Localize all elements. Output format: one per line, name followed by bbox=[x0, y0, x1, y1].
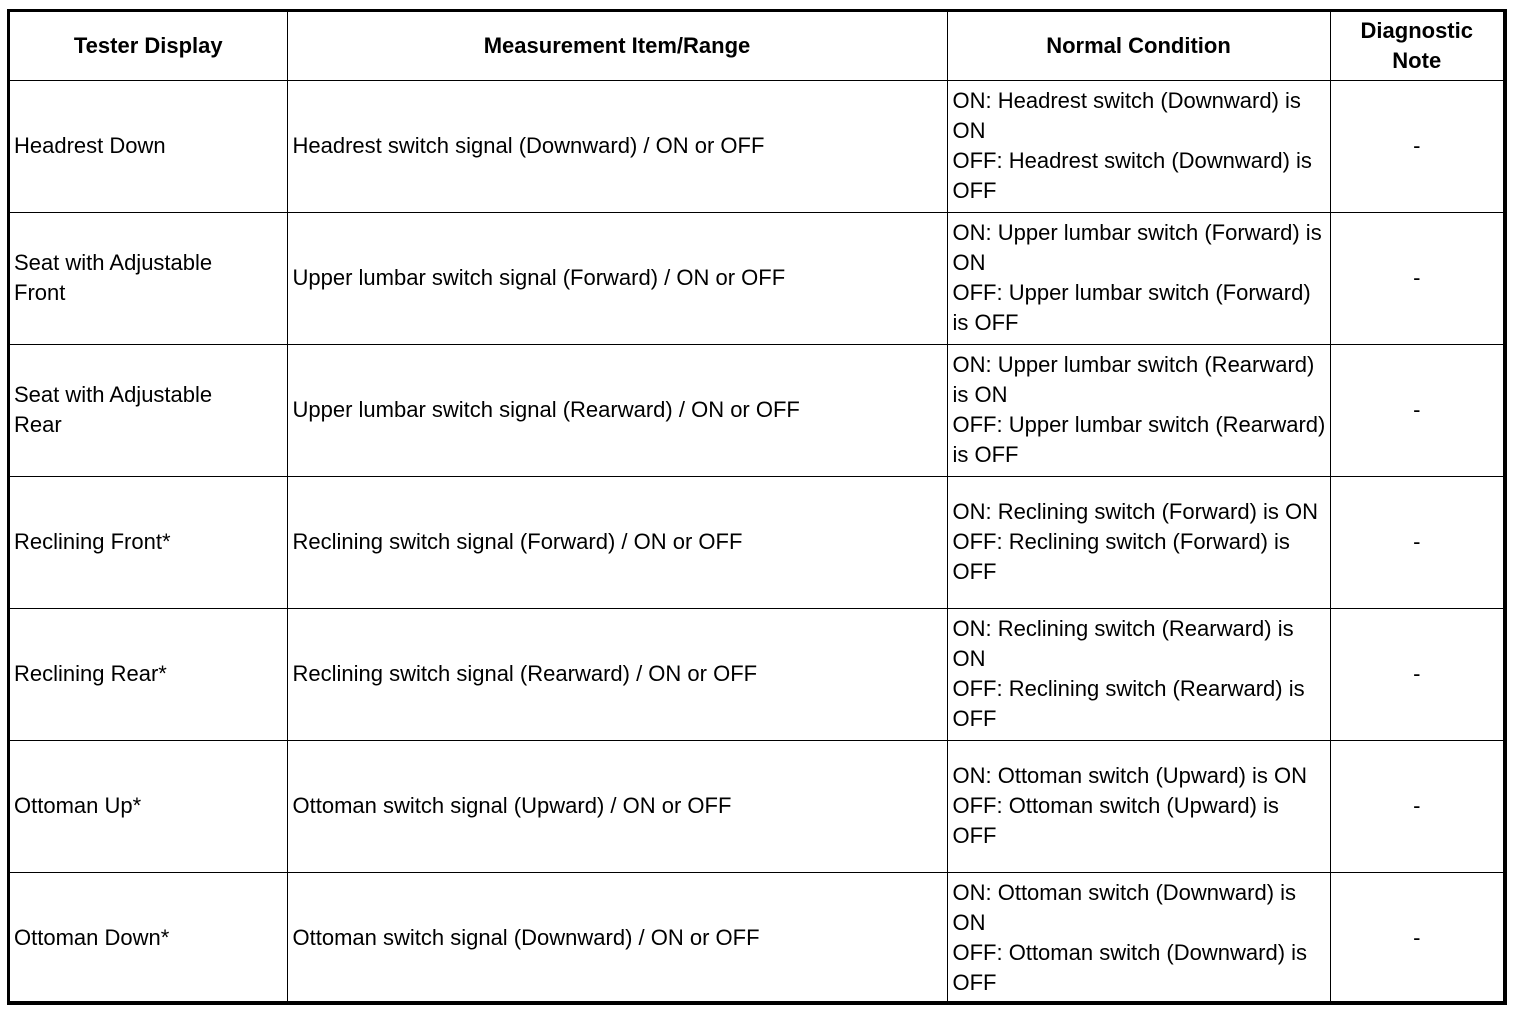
diagnostic-note-cell: - bbox=[1330, 872, 1503, 1004]
normal-condition-cell bbox=[947, 476, 1330, 608]
condition-off: OFF: Ottoman switch (Downward) is OFF bbox=[952, 940, 1308, 996]
data-monitor-table bbox=[10, 12, 1503, 1004]
table-row bbox=[10, 212, 1503, 344]
diagnostic-note-cell: - bbox=[1330, 212, 1503, 344]
tester-display-line1: Ottoman Up* bbox=[14, 793, 142, 818]
condition-on: ON: Upper lumbar switch (Forward) is ON bbox=[952, 220, 1322, 275]
condition-on: ON: Headrest switch (Downward) is ON bbox=[952, 88, 1301, 143]
diagnostic-note-cell: - bbox=[1330, 608, 1503, 740]
condition-off: OFF: Upper lumbar switch (Rearward) is OFF bbox=[952, 412, 1326, 467]
condition-on: ON: Reclining switch (Forward) is ON bbox=[952, 499, 1319, 524]
diagnostic-note-cell: - bbox=[1330, 740, 1503, 872]
data-monitor-table-container bbox=[7, 9, 1507, 1005]
condition-off: OFF: Reclining switch (Rearward) is OFF bbox=[952, 676, 1305, 731]
tester-display-line2: Rear bbox=[14, 412, 62, 437]
measurement-cell: Upper lumbar switch signal (Forward) / ON or OFF bbox=[287, 212, 947, 344]
tester-display-line1: Seat with Adjustable bbox=[14, 250, 213, 275]
diagnostic-note-cell: - bbox=[1330, 80, 1503, 212]
condition-on: ON: Ottoman switch (Upward) is ON bbox=[952, 763, 1308, 788]
tester-display-cell bbox=[10, 740, 287, 872]
measurement-cell: Ottoman switch signal (Upward) / ON or OFF bbox=[287, 740, 947, 872]
measurement-cell: Upper lumbar switch signal (Rearward) / ON or OFF bbox=[287, 344, 947, 476]
diagnostic-note-cell: - bbox=[1330, 476, 1503, 608]
header-row bbox=[10, 12, 1503, 80]
tester-display-line1: Seat with Adjustable bbox=[14, 382, 213, 407]
tester-display-line1: Reclining Front* bbox=[14, 529, 171, 554]
table-row bbox=[10, 872, 1503, 1004]
measurement-cell: Headrest switch signal (Downward) / ON or OFF bbox=[287, 80, 947, 212]
condition-off: OFF: Reclining switch (Forward) is OFF bbox=[952, 529, 1290, 584]
table-row bbox=[10, 740, 1503, 872]
condition-off: OFF: Ottoman switch (Upward) is OFF bbox=[952, 793, 1279, 848]
condition-on: ON: Ottoman switch (Downward) is ON bbox=[952, 880, 1297, 936]
condition-off: OFF: Headrest switch (Downward) is OFF bbox=[952, 148, 1312, 203]
condition-on: ON: Upper lumbar switch (Rearward) is ON bbox=[952, 352, 1315, 407]
table-row bbox=[10, 80, 1503, 212]
normal-condition-cell bbox=[947, 212, 1330, 344]
normal-condition-cell bbox=[947, 344, 1330, 476]
tester-display-line2: Front bbox=[14, 280, 66, 305]
tester-display-line1: Headrest Down bbox=[14, 133, 166, 158]
tester-display-cell bbox=[10, 80, 287, 212]
normal-condition-cell bbox=[947, 608, 1330, 740]
measurement-cell: Ottoman switch signal (Downward) / ON or OFF bbox=[287, 872, 947, 1004]
tester-display-line1: Ottoman Down* bbox=[14, 925, 170, 951]
condition-off: OFF: Upper lumbar switch (Forward) is OFF bbox=[952, 280, 1311, 335]
header-diagnostic-note-line2: Note bbox=[1392, 47, 1442, 73]
condition-on: ON: Reclining switch (Rearward) is ON bbox=[952, 616, 1294, 671]
normal-condition-cell bbox=[947, 740, 1330, 872]
tester-display-cell bbox=[10, 872, 287, 1004]
header-diagnostic-note bbox=[1330, 12, 1503, 80]
tester-display-cell bbox=[10, 212, 287, 344]
measurement-cell: Reclining switch signal (Forward) / ON or OFF bbox=[287, 476, 947, 608]
normal-condition-cell bbox=[947, 872, 1330, 1004]
tester-display-line1: Reclining Rear* bbox=[14, 661, 167, 686]
measurement-cell: Reclining switch signal (Rearward) / ON or OFF bbox=[287, 608, 947, 740]
tester-display-cell bbox=[10, 608, 287, 740]
header-diagnostic-note-line1: Diagnostic bbox=[1360, 17, 1473, 43]
tester-display-cell bbox=[10, 476, 287, 608]
normal-condition-cell bbox=[947, 80, 1330, 212]
header-measurement: Measurement Item/Range bbox=[287, 12, 947, 80]
table-row bbox=[10, 476, 1503, 608]
table-row bbox=[10, 344, 1503, 476]
header-tester-display: Tester Display bbox=[10, 12, 287, 80]
tester-display-cell bbox=[10, 344, 287, 476]
header-normal-condition: Normal Condition bbox=[947, 12, 1330, 80]
diagnostic-note-cell: - bbox=[1330, 344, 1503, 476]
table-row bbox=[10, 608, 1503, 740]
